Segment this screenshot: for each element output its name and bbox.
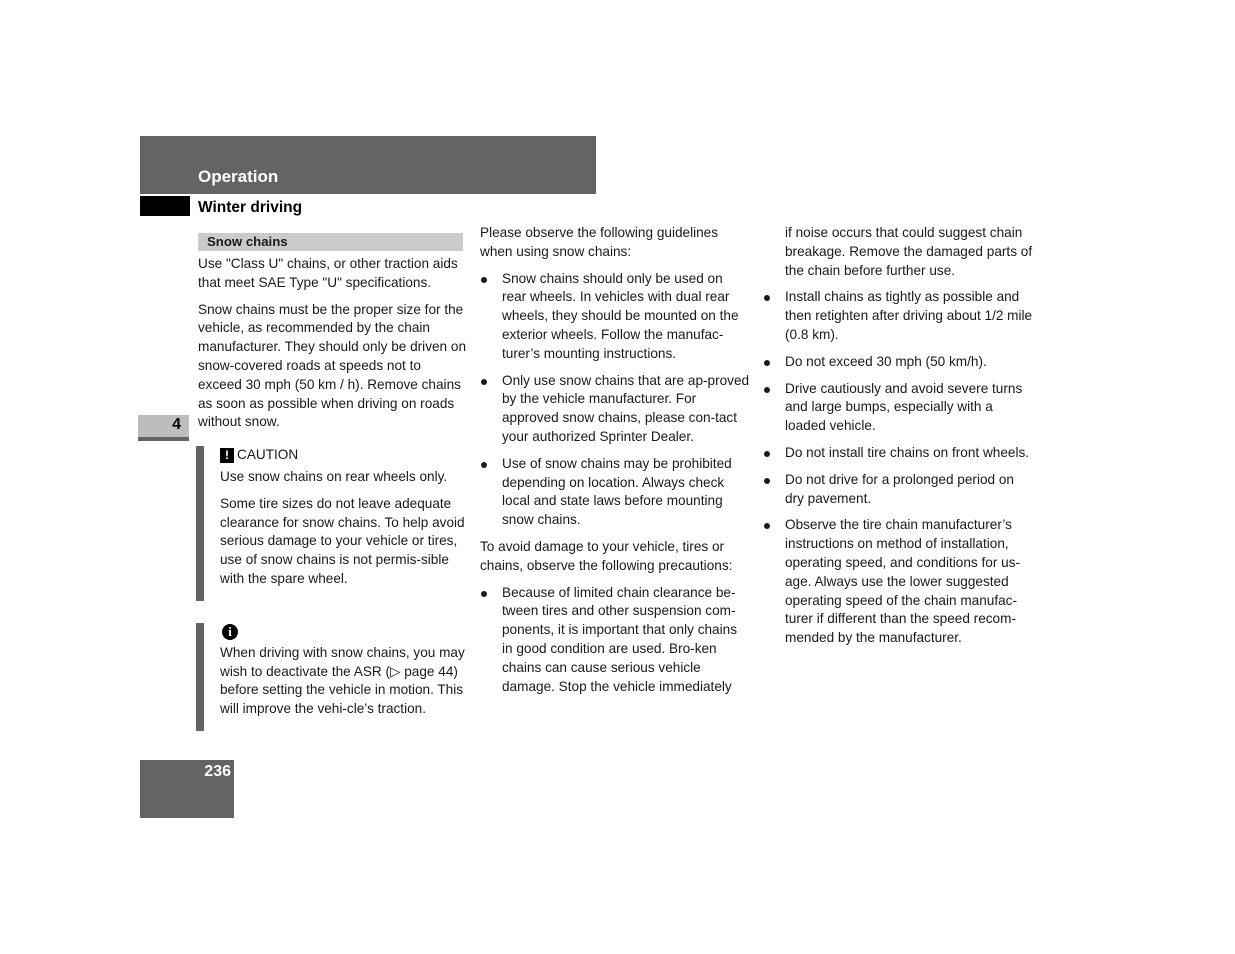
caution-header xyxy=(220,446,466,465)
column-middle xyxy=(480,224,750,704)
list-item: Snow chains should only be used on rear wheels. In vehicles with dual rear wheels, they should be mounted on the exterior wheels. Follow the manufac-turer’s mounting instructions. xyxy=(480,270,750,364)
list-item: Drive cautiously and avoid severe turns and large bumps, especially with a loaded vehicle. xyxy=(763,380,1035,436)
subsection-title: Winter driving xyxy=(198,199,303,216)
list-item: Observe the tire chain manufacturer’s instructions on method of installation, operating speed, and conditions for us-age. Always use the lower suggested operating speed of the chain manufac-turer if different than the speed recom-mended by the manufacturer. xyxy=(763,516,1035,648)
list-item: Do not drive for a prolonged period on dry pavement. xyxy=(763,471,1035,509)
warning-icon: ! xyxy=(220,448,234,463)
caution-text: Some tire sizes do not leave adequate clearance for snow chains. To help avoid serious damage to your vehicle or tires, use of snow chains is not permis-sible with the spare wheel. xyxy=(220,495,465,586)
precautions-list xyxy=(480,584,750,697)
list-item: Do not install tire chains on front wheels. xyxy=(763,444,1035,463)
list-item: Use of snow chains may be prohibited depending on location. Always check local and state laws before mounting snow chains. xyxy=(480,455,750,530)
list-item: Because of limited chain clearance be-tween tires and other suspension com-ponents, it is important that only chains in good condition are used. Bro-ken chains can cause serious vehicle damage. Stop the vehicle immediately xyxy=(480,584,750,697)
chapter-number: 4 xyxy=(172,416,181,433)
paragraph: Snow chains must be the proper size for the vehicle, as recommended by the chain manufacturer. They should only be driven on snow-covered roads at speeds not to exceed 30 mph (50 km / h). Remove chains as soon as possible when driving on roads without snow. xyxy=(198,301,467,430)
list-item: Do not exceed 30 mph (50 km/h). xyxy=(763,353,1035,372)
section-title: Operation xyxy=(198,167,279,186)
snow-chains-heading: Snow chains xyxy=(198,233,463,251)
paragraph: Use "Class U" chains, or other traction aids that meet SAE Type "U" specifications. xyxy=(198,256,458,290)
caution-label: CAUTION xyxy=(237,447,299,463)
column-left xyxy=(198,233,466,731)
paragraph: To avoid damage to your vehicle, tires or chains, observe the following precautions: xyxy=(480,538,733,573)
list-item: Install chains as tightly as possible and then retighten after driving about 1/2 mile (0.8 km). xyxy=(763,288,1035,344)
info-box xyxy=(198,623,466,731)
chapter-tab xyxy=(138,415,189,441)
column-right xyxy=(763,224,1035,656)
list-item: Only use snow chains that are ap-proved by the vehicle manufacturer. For approved snow chains, please con-tact your authorized Sprinter Dealer. xyxy=(480,372,750,447)
paragraph: Please observe the following guidelines when using snow chains: xyxy=(480,225,719,259)
precautions-list-continued xyxy=(763,288,1035,648)
list-item-continuation: if noise occurs that could suggest chain breakage. Remove the damaged parts of the chain before further use. xyxy=(785,225,1033,278)
page-number-box xyxy=(140,760,234,818)
page-number: 236 xyxy=(204,763,231,780)
subsection-marker xyxy=(140,196,190,216)
info-text: When driving with snow chains, you may wish to deactivate the ASR (▷ page 44) before setting the vehicle in motion. This will improve the vehi-cle’s traction. xyxy=(220,644,465,717)
guidelines-list xyxy=(480,270,750,530)
caution-box xyxy=(198,446,466,601)
caution-text: Use snow chains on rear wheels only. xyxy=(220,468,448,484)
info-icon: i xyxy=(222,624,238,640)
